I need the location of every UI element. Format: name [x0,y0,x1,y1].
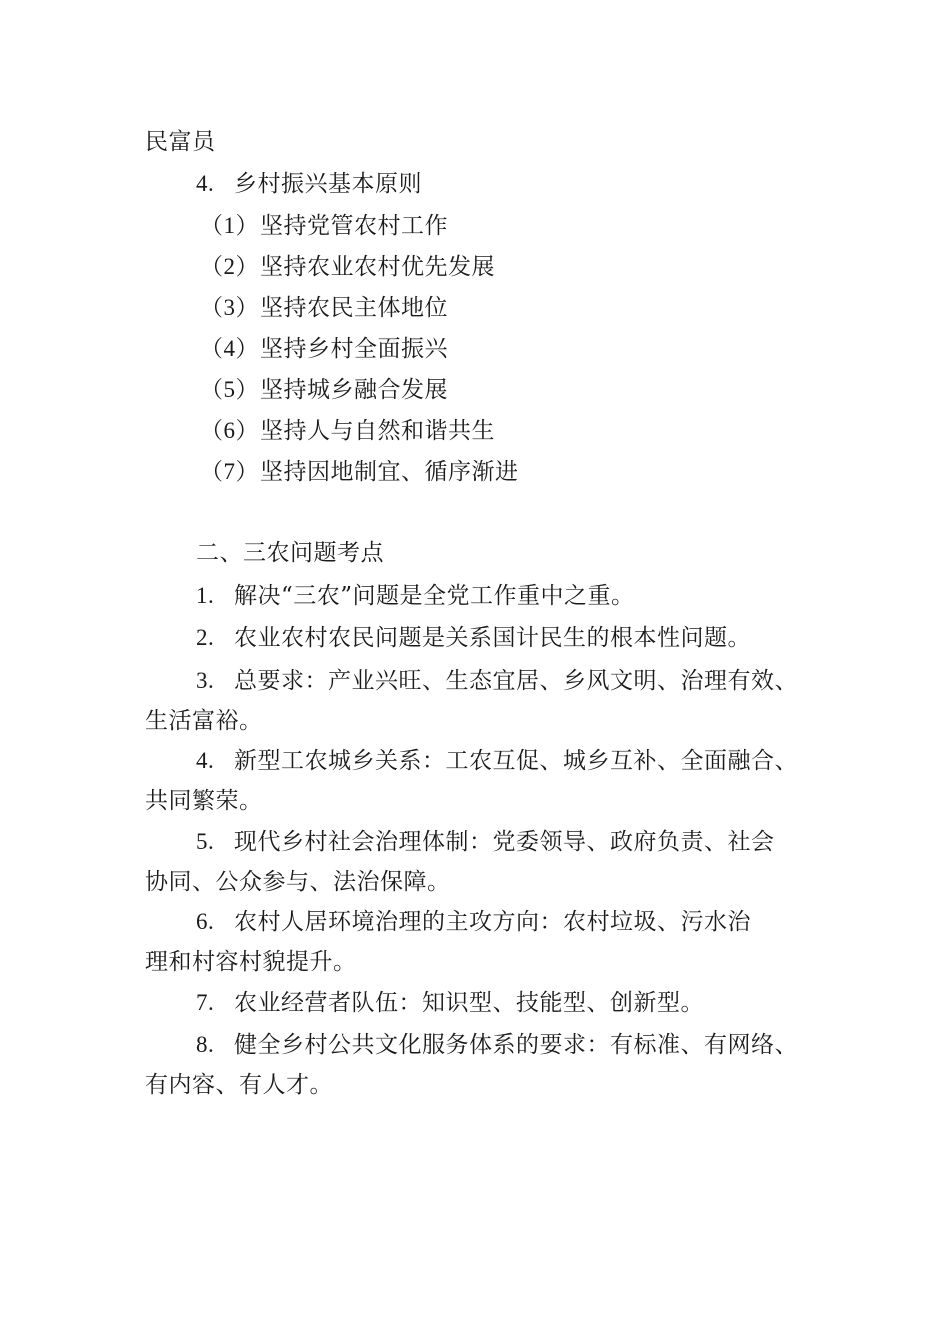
point-text: 农村人居环境治理的主攻方向：农村垃圾、污水治 [234,909,751,935]
point-text: 健全乡村公共文化服务体系的要求：有标准、有网络、 [234,1032,798,1058]
point-line [196,666,798,696]
principle-item-text: 坚持城乡融合发展 [260,377,448,403]
section-title: 二、三农问题考点 [196,540,384,566]
point-number: 7. [196,990,215,1015]
principle-item [200,375,448,405]
point-number: 2. [196,625,215,650]
principles-heading-text: 乡村振兴基本原则 [234,171,422,197]
principle-item [200,211,448,241]
point-continuation: 理和村容村貌提升。 [145,949,357,975]
point-number: 3. [196,668,215,693]
point-text: 总要求：产业兴旺、生态宜居、乡风文明、治理有效、 [234,668,798,694]
principle-item [200,457,519,487]
point-number: 6. [196,909,215,934]
principle-item-number: （2） [200,254,259,279]
point-text: 现代乡村社会治理体制：党委领导、政府负责、社会 [234,829,775,855]
principle-item-number: （7） [200,459,259,484]
principle-item-text: 坚持因地制宜、循序渐进 [260,459,519,485]
point-line [196,1030,798,1060]
point-text: 农业农村农民问题是关系国计民生的根本性问题。 [234,625,751,651]
principle-item [200,252,495,282]
principle-item-text: 坚持农民主体地位 [260,295,448,321]
principle-item-number: （5） [200,377,259,402]
point-line [196,581,635,611]
principle-item-text: 坚持人与自然和谐共生 [260,418,495,444]
principle-item-text: 坚持乡村全面振兴 [260,336,448,362]
principle-item-number: （4） [200,336,259,361]
point-continuation: 有内容、有人才。 [145,1072,333,1098]
point-continuation: 共同繁荣。 [145,788,263,814]
principle-item-number: （1） [200,213,259,238]
point-number: 1. [196,583,215,608]
principle-item-number: （3） [200,295,259,320]
point-continuation: 生活富裕。 [145,708,263,734]
principle-item-text: 坚持农业农村优先发展 [260,254,495,280]
principle-item [200,416,495,446]
point-text: 新型工农城乡关系：工农互促、城乡互补、全面融合、 [234,748,798,774]
principle-item [200,293,448,323]
principle-item [200,334,448,364]
point-line [196,907,751,937]
point-line [196,827,775,857]
point-line [196,746,798,776]
point-continuation: 协同、公众参与、法治保障。 [145,869,451,895]
point-number: 5. [196,829,215,854]
point-text: 农业经营者队伍：知识型、技能型、创新型。 [234,990,704,1016]
principle-item-number: （6） [200,418,259,443]
point-number: 4. [196,748,215,773]
point-line [196,623,751,653]
principles-heading [196,169,422,199]
continuation-text: 民富员 [145,129,216,155]
principles-heading-number: 4. [196,171,215,196]
point-text: 解决“三农”问题是全党工作重中之重。 [234,583,635,609]
point-number: 8. [196,1032,215,1057]
principle-item-text: 坚持党管农村工作 [260,213,448,239]
point-line [196,988,704,1018]
